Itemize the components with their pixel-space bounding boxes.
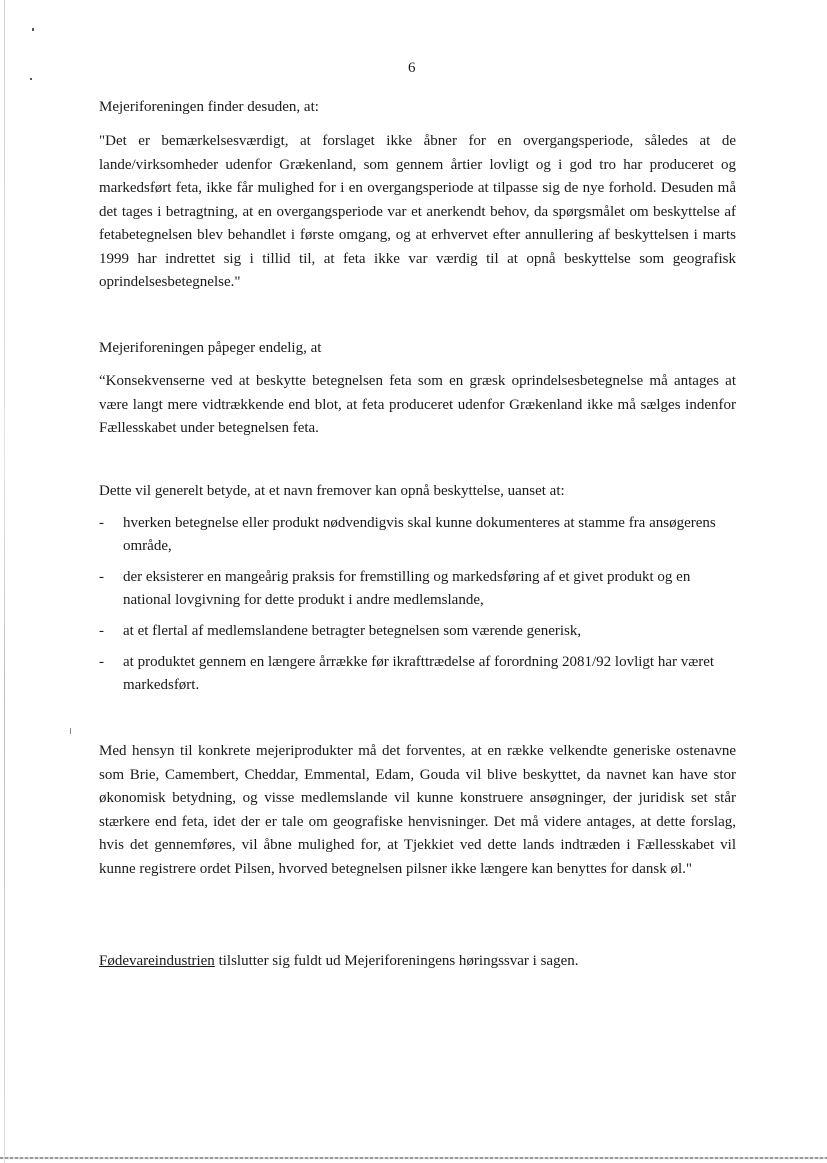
intro-paragraph-2: Mejeriforeningen påpeger endelig, at — [99, 340, 322, 356]
list-marker: - — [99, 569, 104, 585]
organization-name: Fødevareindustrien — [99, 953, 215, 969]
list-item-text: hverken betegnelse eller produkt nødvendigvis skal kunne dokumenteres at stamme fra ansøgerens område, — [123, 515, 716, 554]
list-item — [99, 566, 736, 612]
closing-paragraph — [99, 950, 736, 974]
list-item-text: at produktet gennem en længere årrække før ikrafttrædelse af forordning 2081/92 lovligt har været markedsført. — [123, 654, 715, 693]
scan-edge-line — [4, 0, 5, 1163]
quote-paragraph-2: “Konsekvenserne ved at beskytte betegnelsen feta som en græsk oprindelsesbetegnelse må antages at være langt mere vidtrækkende end blot, at feta produceret udenfor Grækenland ikke må sælges indenfor Fællesskabet under betegnelsen feta. — [99, 373, 736, 436]
list-marker: - — [99, 515, 104, 531]
intro-paragraph-1: Mejeriforeningen finder desuden, at: — [99, 99, 319, 115]
list-item — [99, 512, 736, 558]
quote-paragraph-1: "Det er bemærkelsesværdigt, at forslaget ikke åbner for en overgangsperiode, således at de lande/virksomheder udenfor Grækenland, som gennem årtier lovligt og i god tro har produceret og markedsført feta, ikke får mulighed for i en overgangsperiode at tilpasse sig de nye forhold. Desuden må det tages i betragtning, at en overgangsperiode var et anerkendt behov, da spørgsmålet om beskyttelse af fetabetegnelsen blev behandlet i første omgang, og at erhvervet efter annullering af beskyttelsen i marts 1999 har indrettet sig i tillid til, at feta ikke var værdig til at opnå beskyttelse som geografisk oprindelsesbetegnelse." — [99, 133, 736, 290]
list-item — [99, 620, 736, 643]
list-marker: - — [99, 654, 104, 670]
page-number: 6 — [408, 60, 416, 76]
condition-list — [99, 512, 736, 705]
closing-text: tilslutter sig fuldt ud Mejeriforeningens høringssvar i sagen. — [214, 953, 579, 969]
list-item — [99, 651, 736, 697]
quote-paragraph-3: Med hensyn til konkrete mejeriprodukter må det forventes, at en række velkendte generiske ostenavne som Brie, Camembert, Cheddar, Emmental, Edam, Gouda vil blive beskyttet, da navnet kan have stor økonomisk betydning, og visse medlemslande vil kunne konstruere ansøgninger, der juridisk set står stærkere end feta, idet der er tale om geografiske henvisninger. Det må videre antages, at dette forslag, hvis det gennemføres, vil åbne mulighed for, at Tjekkiet ved dette lands indtræden i Fællesskabet vil kunne registrere ordet Pilsen, hvorved betegnelsen pilsner ikke længere kan benyttes for dansk øl." — [99, 743, 736, 877]
scan-speck — [70, 728, 71, 734]
scan-speck — [30, 78, 32, 80]
list-item-text: der eksisterer en mangeårig praksis for fremstilling og markedsføring af et givet produkt og en national lovgivning for dette produkt i andre medlemslande, — [123, 569, 691, 608]
scan-bottom-edge — [0, 1157, 827, 1159]
list-marker: - — [99, 623, 104, 639]
list-item-text: at et flertal af medlemslandene betragter betegnelsen som værende generisk, — [123, 623, 582, 639]
scan-speck — [32, 28, 34, 31]
intro-paragraph-3: Dette vil generelt betyde, at et navn fremover kan opnå beskyttelse, uanset at: — [99, 483, 565, 499]
